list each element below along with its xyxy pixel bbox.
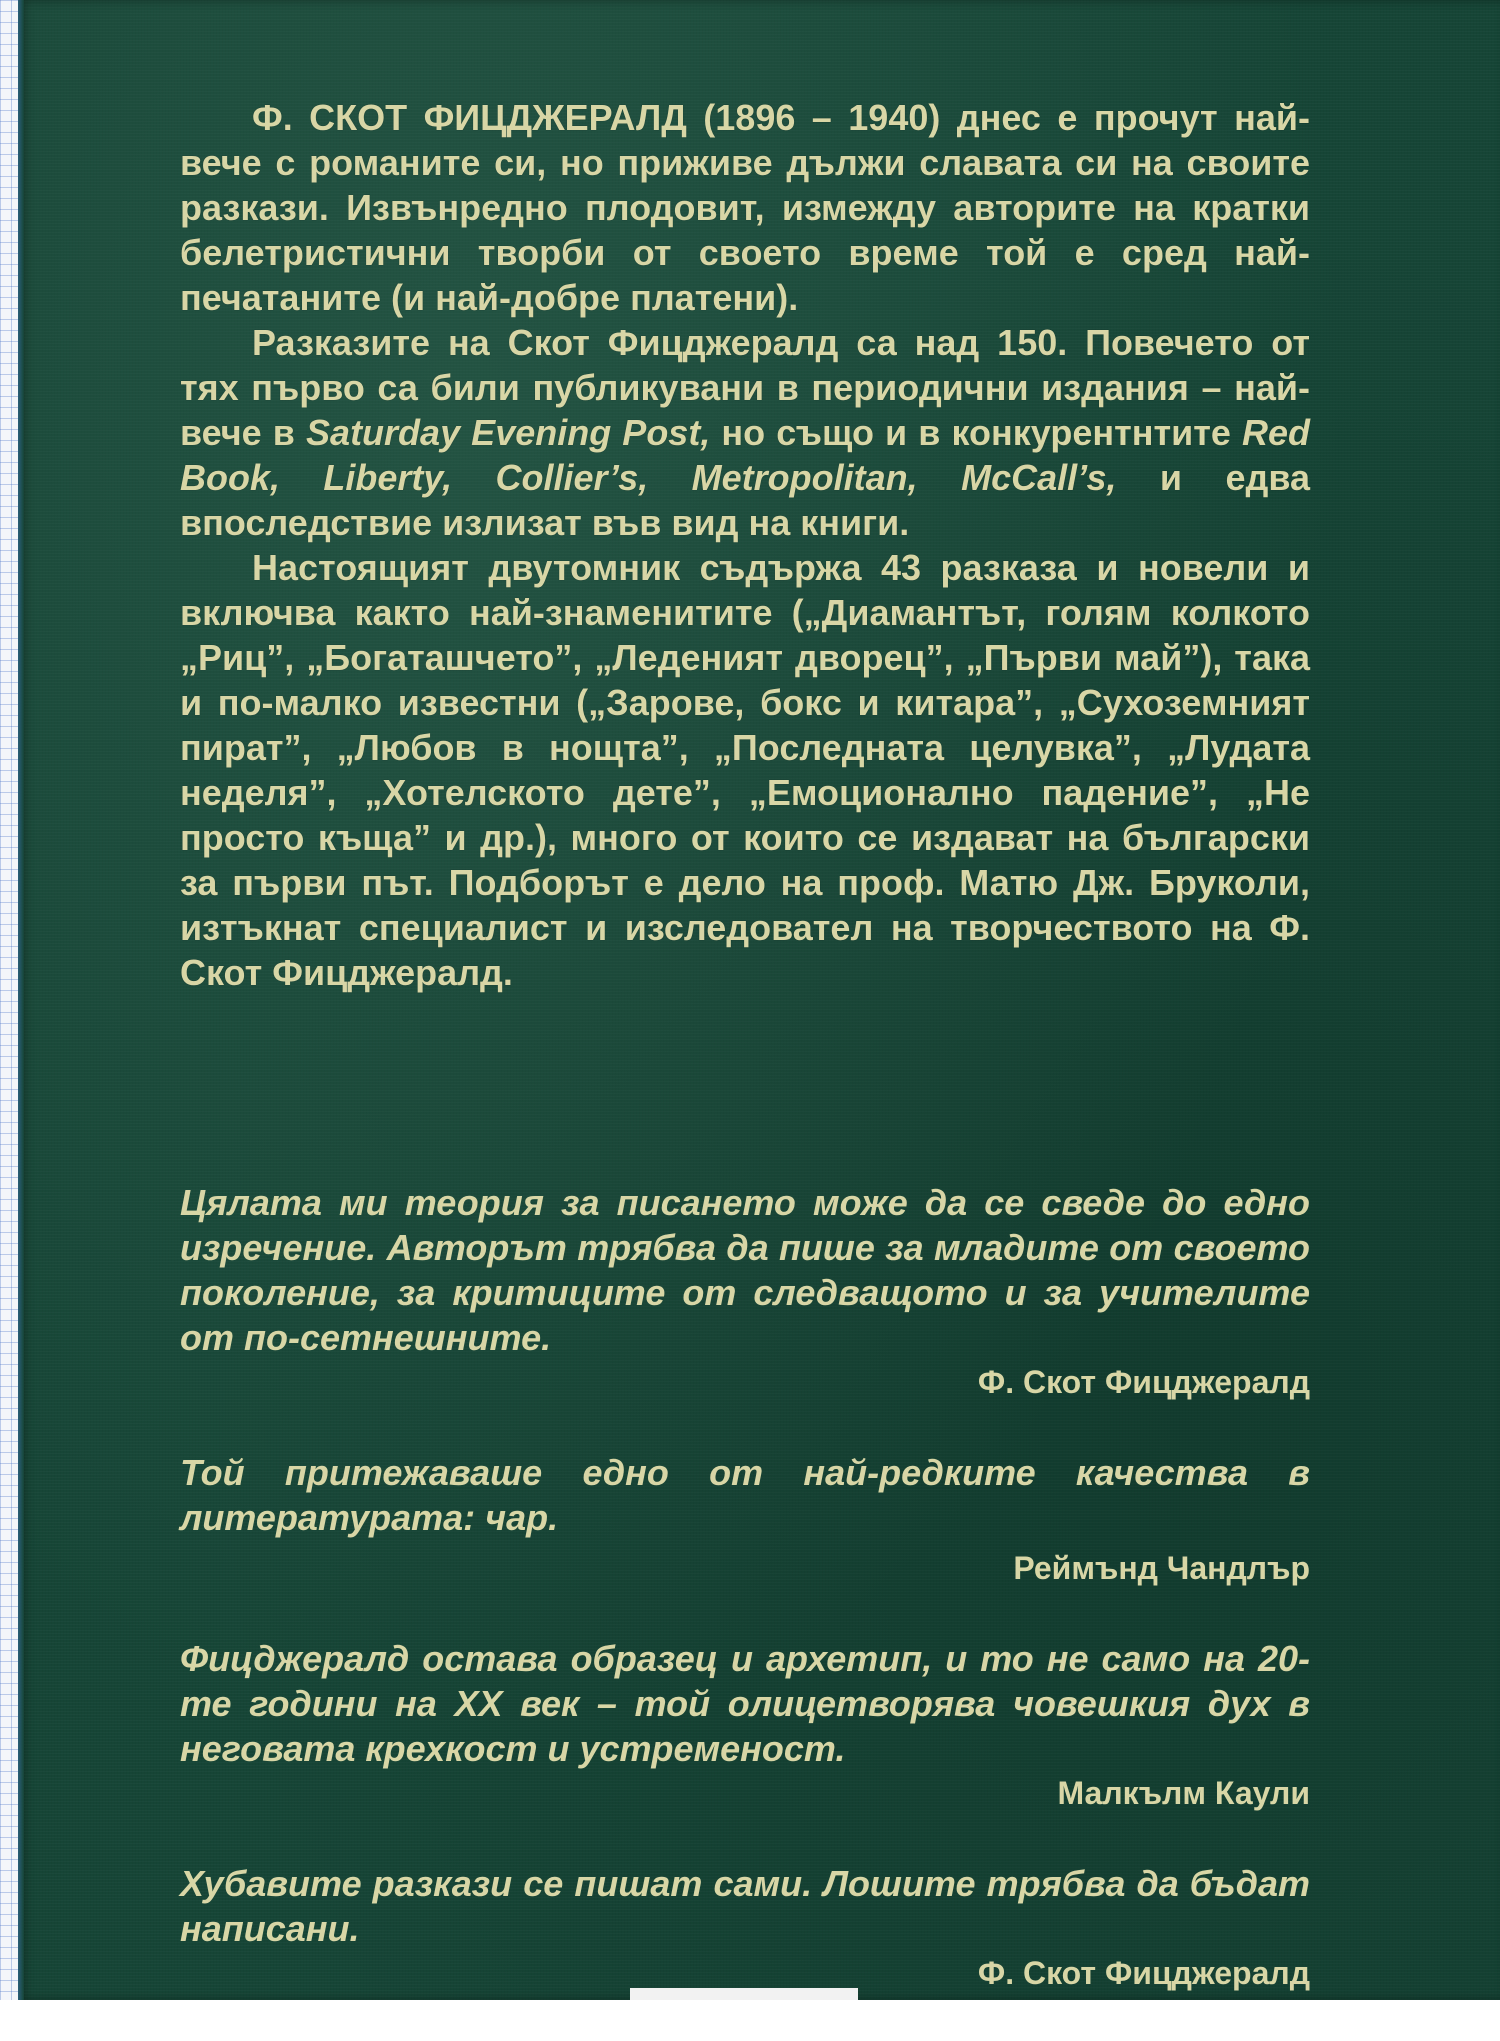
intro-paragraph-3: Настоящият двутомник съдържа 43 разказа и новели и включва както най-знаменитите („Диамантът, голям колкото „Риц”, „Богаташчето”, „Леденият дворец”, „Първи май”), така и по-малко известни („Зарове, бокс и китара”, „Сухоземният пират”, „Любов в нощта”, „Последната целувка”, „Лудата неделя”, „Хотелското дете”, „Емоционално падение”, „Не просто къща” и др.), много от които се издават на български за първи път. Подборът е дело на проф. Матю Дж. Бруколи, изтъкнат специалист и изследовател на творчеството на Ф. Скот Фицджералд. (180, 547, 1310, 993)
magazine-list: Red Book, Liberty, Collier’s, Metropolitan, McCall’s, (180, 412, 1310, 498)
intro-paragraph-2-end: и едва впоследствие излизат във вид на книги. (180, 457, 1310, 543)
quote-4-author: Ф. Скот Фицджералд (977, 1955, 1310, 1991)
intro-paragraph-2-start: Разказите на Скот Фицджералд са над 150. Повечето от тях първо са били публикувани в периодични издания – най-вече в (180, 322, 1310, 453)
quote-4 (180, 1861, 1310, 1996)
intro-text-block (180, 95, 1310, 995)
magazine-saturday-evening-post: Saturday Evening Post, (306, 412, 711, 453)
quote-3-author: Малкълм Каули (1057, 1775, 1310, 1811)
intro-paragraph-2 (180, 320, 1310, 545)
cover-edge (18, 0, 24, 2000)
quote-2 (180, 1450, 1310, 1591)
quote-3-text: Фицджералд остава образец и архетип, и то не само на 20-те години на XX век – той олицетворява човешкия дух в неговата крехкост и устременост. (180, 1638, 1310, 1769)
quote-1 (180, 1180, 1310, 1405)
quote-2-author: Реймънд Чандлър (1013, 1550, 1310, 1586)
quotes-section (180, 1180, 1310, 2041)
quote-1-text: Цялата ми теория за писането може да се сведе до едно изречение. Авторът трябва да пише за младите от своето поколение, за критиците от следващото и за учителите от по-сетнешните. (180, 1182, 1310, 1358)
intro-paragraph-1: Ф. СКОТ ФИЦДЖЕРАЛД (1896 – 1940) днес е прочут най-вече с романите си, но приживе дължи славата си на своите разкази. Извънредно плодовит, измежду авторите на кратки белетристични творби от своето време той е сред най-печатаните (и най-добре платени). (180, 97, 1310, 318)
intro-paragraph-2-mid: но също и в конкурентнтите (710, 412, 1242, 453)
quote-2-text: Той притежаваше едно от най-редките качества в литературата: чар. (180, 1452, 1310, 1538)
quote-4-text: Хубавите разкази се пишат сами. Лошите трябва да бъдат написани. (180, 1863, 1310, 1949)
barcode-sticker-edge (630, 1988, 858, 2000)
quote-3 (180, 1636, 1310, 1816)
quote-1-author: Ф. Скот Фицджералд (977, 1364, 1310, 1400)
